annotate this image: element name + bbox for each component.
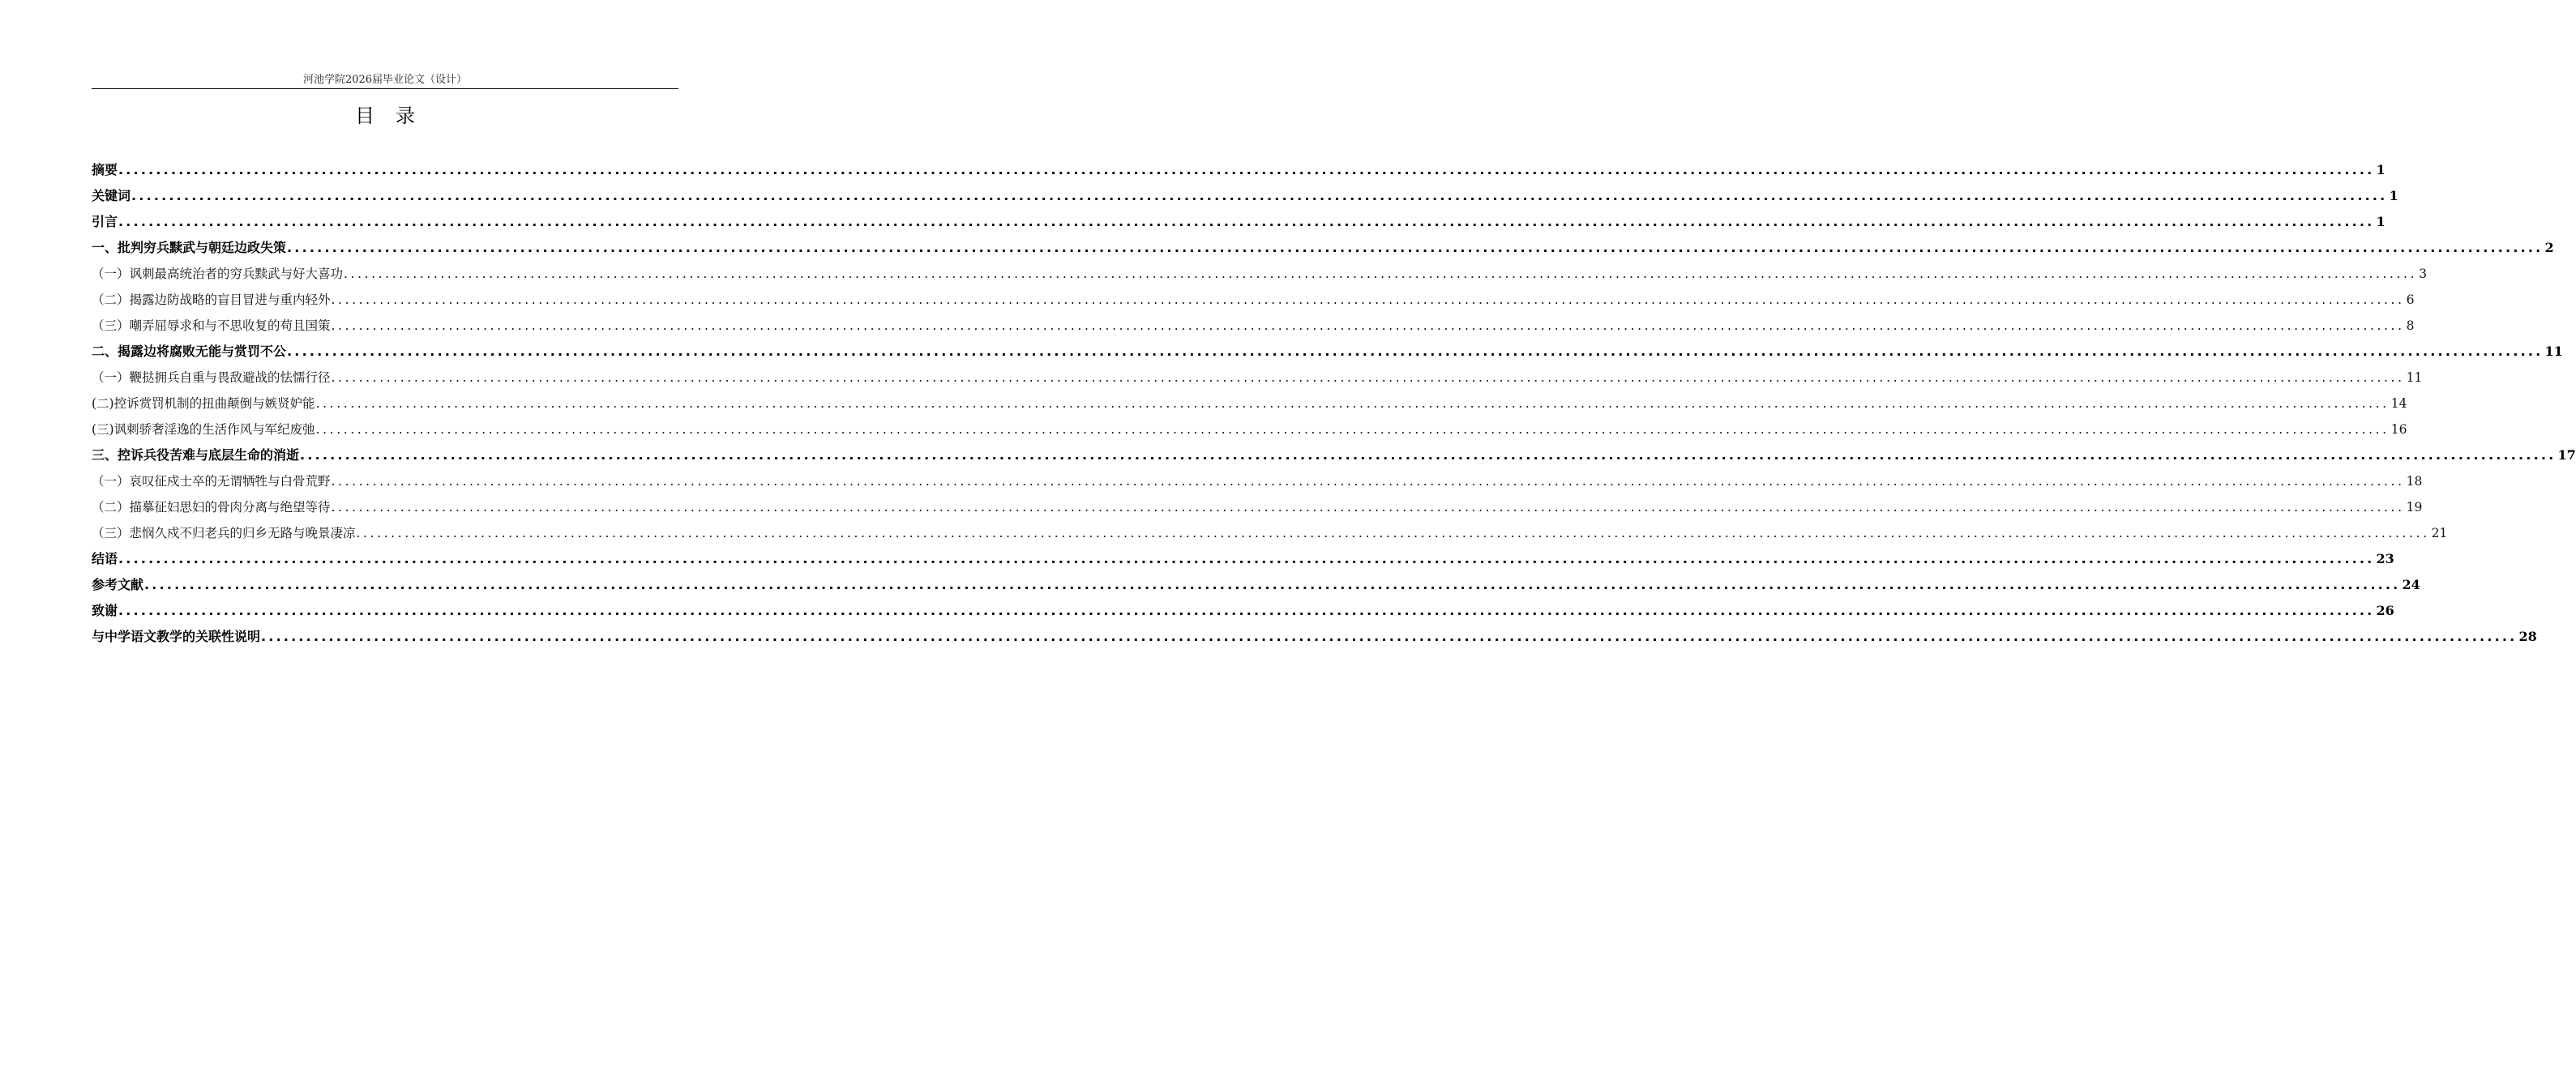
toc-dot-leader: ............................................................................................................................................................................................................................................................................................................ (287, 344, 2544, 359)
toc-entry-label: 引言 (92, 214, 118, 229)
toc-entry-page-number: 16 (2390, 422, 2407, 437)
toc-entry-section[interactable] (92, 391, 2407, 416)
toc-entry-section[interactable] (92, 287, 2415, 313)
toc-entry-page-number: 1 (2389, 188, 2398, 203)
toc-entry-label: 摘要 (92, 162, 118, 177)
toc-dot-leader: ............................................................................................................................................................................................................................................................................................................ (118, 214, 2375, 229)
toc-entry-label: (三)讽刺骄奢淫逸的生活作风与军纪废弛 (92, 422, 315, 437)
toc-entry-page-number: 2 (2544, 240, 2554, 255)
toc-dot-leader: ............................................................................................................................................................................................................................................................................................................ (131, 188, 2388, 203)
toc-entry-label: （二）描摹征妇思妇的骨肉分离与绝望等待 (92, 500, 331, 515)
toc-dot-leader: ............................................................................................................................................................................................................................................................................................................ (331, 500, 2405, 515)
toc-entry-page-number: 19 (2406, 500, 2423, 515)
toc-entry-chapter[interactable] (92, 572, 2420, 598)
toc-dot-leader: ............................................................................................................................................................................................................................................................................................................ (300, 447, 2557, 463)
toc-entry-page-number: 26 (2376, 603, 2394, 618)
toc-entry-label: （三）嘲弄屈辱求和与不思收复的苟且国策 (92, 318, 331, 333)
toc-entry-chapter[interactable] (92, 339, 2563, 365)
table-of-contents (92, 157, 2576, 650)
toc-entry-section[interactable] (92, 520, 2448, 546)
toc-entry-section[interactable] (92, 416, 2407, 442)
toc-entry-label: 致谢 (92, 603, 118, 618)
toc-entry-chapter[interactable] (92, 183, 2398, 209)
toc-dot-leader: ............................................................................................................................................................................................................................................................................................................ (118, 603, 2375, 618)
toc-entry-section[interactable] (92, 261, 2427, 287)
toc-entry-page-number: 1 (2376, 214, 2386, 229)
toc-entry-page-number: 28 (2518, 629, 2537, 644)
toc-dot-leader: ............................................................................................................................................................................................................................................................................................................ (118, 551, 2375, 566)
toc-dot-leader: ............................................................................................................................................................................................................................................................................................................ (356, 526, 2430, 540)
toc-entry-label: （一）讽刺最高统治者的穷兵黩武与好大喜功 (92, 267, 344, 281)
toc-entry-label: (二)控诉赏罚机制的扭曲颠倒与嫉贤妒能 (92, 396, 315, 411)
toc-entry-page-number: 3 (2419, 267, 2427, 281)
toc-entry-section[interactable] (92, 365, 2423, 391)
toc-entry-section[interactable] (92, 468, 2423, 494)
toc-entry-chapter[interactable] (92, 598, 2394, 624)
toc-dot-leader: ............................................................................................................................................................................................................................................................................................................ (331, 318, 2405, 333)
toc-dot-leader: ............................................................................................................................................................................................................................................................................................................ (118, 162, 2375, 177)
toc-entry-chapter[interactable] (92, 546, 2394, 572)
toc-entry-chapter[interactable] (92, 209, 2386, 235)
toc-entry-page-number: 11 (2406, 370, 2423, 385)
toc-dot-leader: ............................................................................................................................................................................................................................................................................................................ (344, 267, 2418, 281)
toc-entry-label: （三）悲悯久戍不归老兵的归乡无路与晚景凄凉 (92, 526, 356, 540)
toc-entry-label: （一）哀叹征戍士卒的无谓牺牲与白骨荒野 (92, 474, 331, 489)
page-header: 河池学院2026届毕业论文（设计） (302, 74, 468, 86)
toc-entry-page-number: 1 (2376, 162, 2386, 177)
toc-dot-leader: ............................................................................................................................................................................................................................................................................................................ (331, 474, 2405, 489)
toc-entry-page-number: 6 (2406, 293, 2415, 307)
toc-dot-leader: ............................................................................................................................................................................................................................................................................................................ (261, 629, 2518, 644)
toc-dot-leader: ............................................................................................................................................................................................................................................................................................................ (287, 240, 2544, 255)
toc-title: 目录 (355, 105, 436, 127)
header-divider (92, 88, 678, 89)
toc-entry-page-number: 21 (2431, 526, 2448, 540)
toc-dot-leader: ............................................................................................................................................................................................................................................................................................................ (331, 370, 2405, 385)
toc-entry-chapter[interactable] (92, 235, 2554, 261)
toc-entry-label: 与中学语文教学的关联性说明 (92, 629, 261, 644)
toc-entry-section[interactable] (92, 313, 2415, 339)
toc-entry-chapter[interactable] (92, 442, 2576, 468)
toc-entry-chapter[interactable] (92, 624, 2537, 650)
toc-dot-leader: ............................................................................................................................................................................................................................................................................................................ (315, 396, 2390, 411)
toc-entry-page-number: 17 (2557, 447, 2576, 463)
toc-entry-page-number: 8 (2406, 318, 2415, 333)
toc-dot-leader: ............................................................................................................................................................................................................................................................................................................ (315, 422, 2390, 437)
toc-entry-page-number: 18 (2406, 474, 2423, 489)
toc-entry-label: （一）鞭挞拥兵自重与畏敌避战的怯懦行径 (92, 370, 331, 385)
toc-entry-label: （二）揭露边防战略的盲目冒进与重内轻外 (92, 293, 331, 307)
toc-entry-label: 结语 (92, 551, 118, 566)
toc-dot-leader: ............................................................................................................................................................................................................................................................................................................ (144, 577, 2401, 592)
toc-dot-leader: ............................................................................................................................................................................................................................................................................................................ (331, 293, 2405, 307)
toc-entry-label: 参考文献 (92, 577, 144, 592)
toc-entry-label: 关键词 (92, 188, 131, 203)
toc-entry-page-number: 11 (2544, 344, 2563, 359)
toc-entry-label: 一、批判穷兵黩武与朝廷边政失策 (92, 240, 287, 255)
toc-entry-page-number: 14 (2390, 396, 2407, 411)
toc-entry-chapter[interactable] (92, 157, 2386, 183)
toc-entry-page-number: 24 (2402, 577, 2420, 592)
toc-entry-section[interactable] (92, 494, 2423, 520)
toc-entry-page-number: 23 (2376, 551, 2394, 566)
toc-entry-label: 二、揭露边将腐败无能与赏罚不公 (92, 344, 287, 359)
toc-entry-label: 三、控诉兵役苦难与底层生命的消逝 (92, 447, 300, 463)
